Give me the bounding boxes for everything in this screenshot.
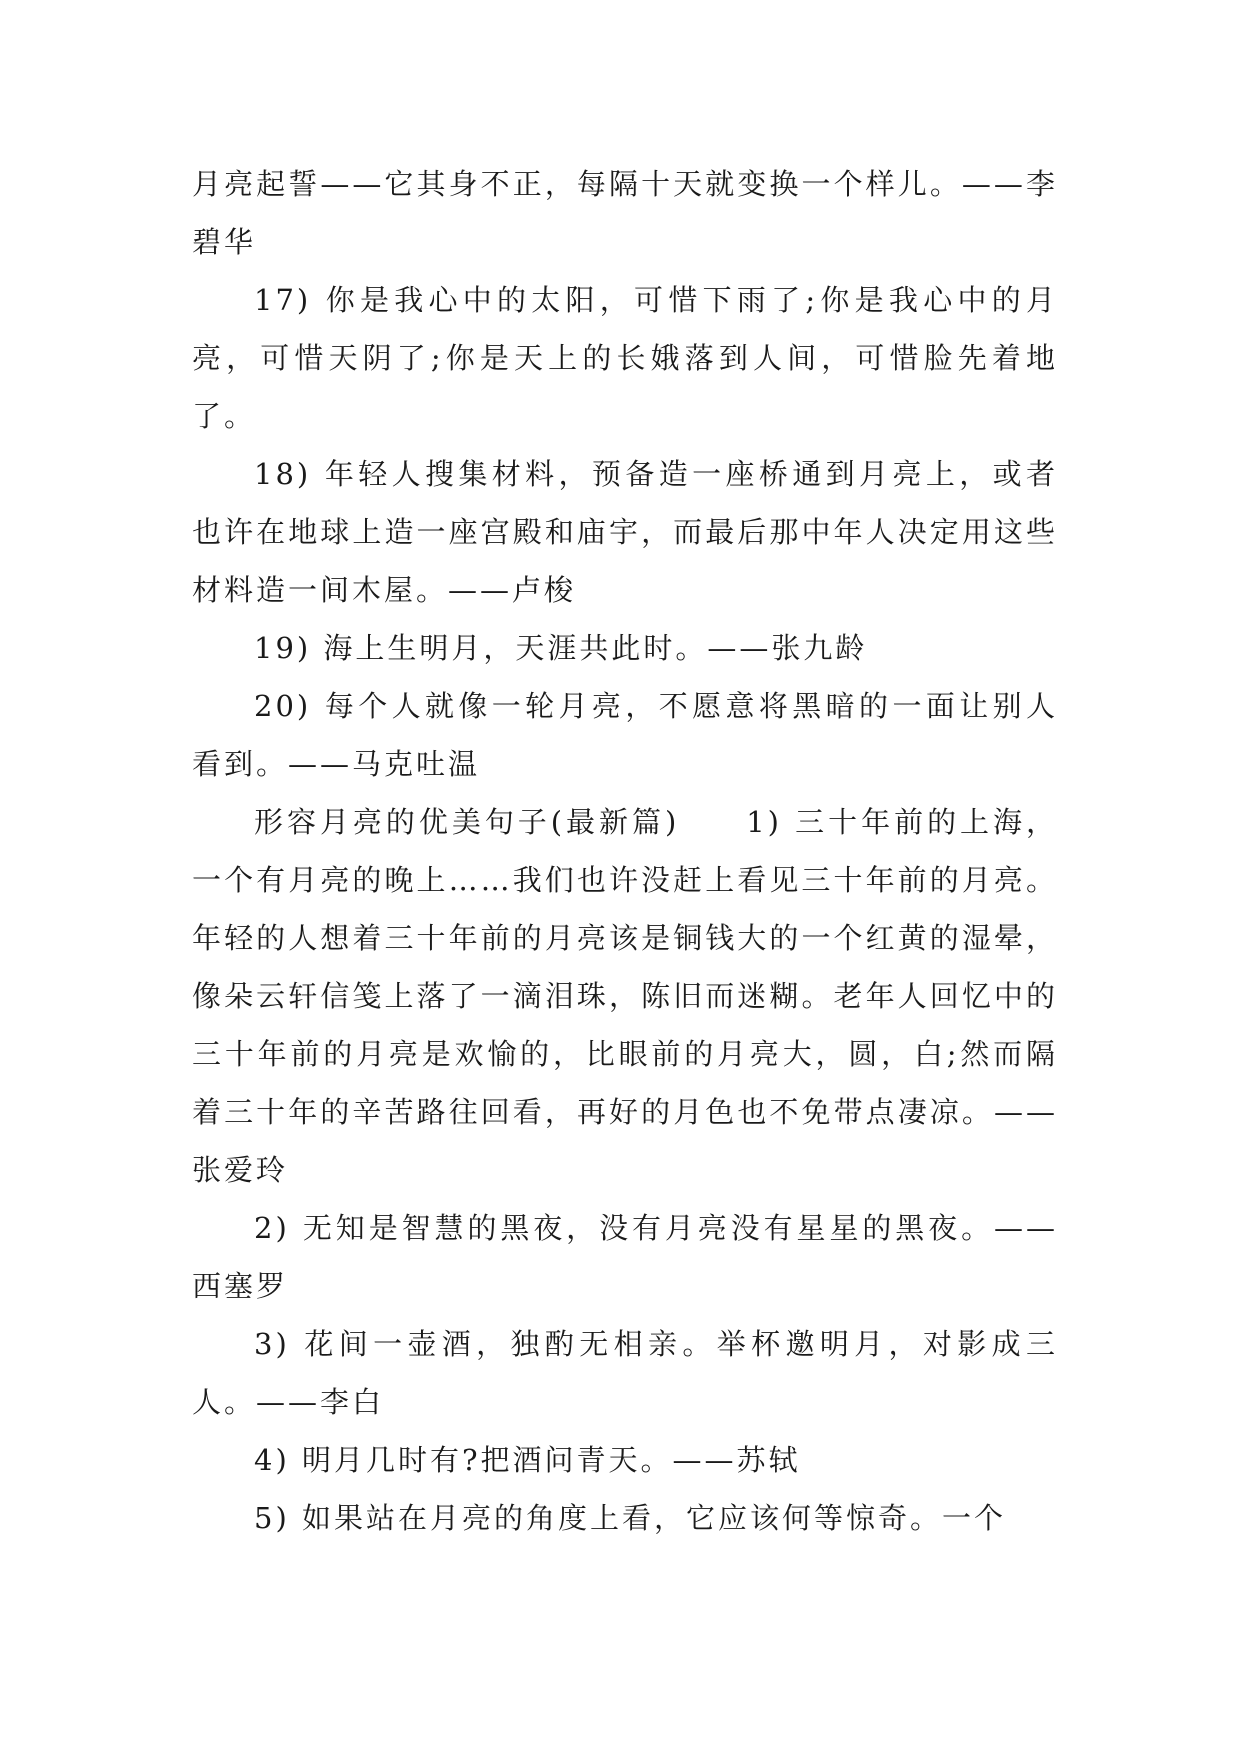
paragraph-18: 18) 年轻人搜集材料，预备造一座桥通到月亮上，或者也许在地球上造一座宫殿和庙宇，而最后那中年人决定用这些材料造一间木屋。——卢梭 — [192, 457, 1058, 607]
paragraph-4: 4) 明月几时有?把酒问青天。——苏轼 — [254, 1443, 801, 1477]
paragraph-section-1: 形容月亮的优美句子(最新篇) 1) 三十年前的上海，一个有月亮的晚上……我们也许没赶上看见三十年前的月亮。年轻的人想着三十年前的月亮该是铜钱大的一个红黄的湿晕，像朵云轩信笺上落了一滴泪珠，陈旧而迷糊。老年人回忆中的三十年前的月亮是欢愉的，比眼前的月亮大，圆，白;然而隔着三十年的辛苦路往回看，再好的月色也不免带点凄凉。——张爱玲 — [192, 805, 1058, 1187]
paragraph-1: 月亮起誓——它其身不正，每隔十天就变换一个样儿。——李碧华 — [192, 167, 1058, 259]
paragraph-19: 19) 海上生明月，天涯共此时。——张九龄 — [254, 631, 868, 665]
paragraph-5: 5) 如果站在月亮的角度上看，它应该何等惊奇。一个 — [254, 1501, 1006, 1535]
document-body — [192, 155, 1058, 1547]
paragraph-17: 17) 你是我心中的太阳，可惜下雨了;你是我心中的月亮，可惜天阴了;你是天上的长娥落到人间，可惜脸先着地了。 — [192, 283, 1058, 433]
paragraph-3: 3) 花间一壶酒，独酌无相亲。举杯邀明月，对影成三人。——李白 — [192, 1327, 1058, 1419]
paragraph-2: 2) 无知是智慧的黑夜，没有月亮没有星星的黑夜。——西塞罗 — [192, 1211, 1058, 1303]
paragraph-20: 20) 每个人就像一轮月亮，不愿意将黑暗的一面让别人看到。——马克吐温 — [192, 689, 1058, 781]
